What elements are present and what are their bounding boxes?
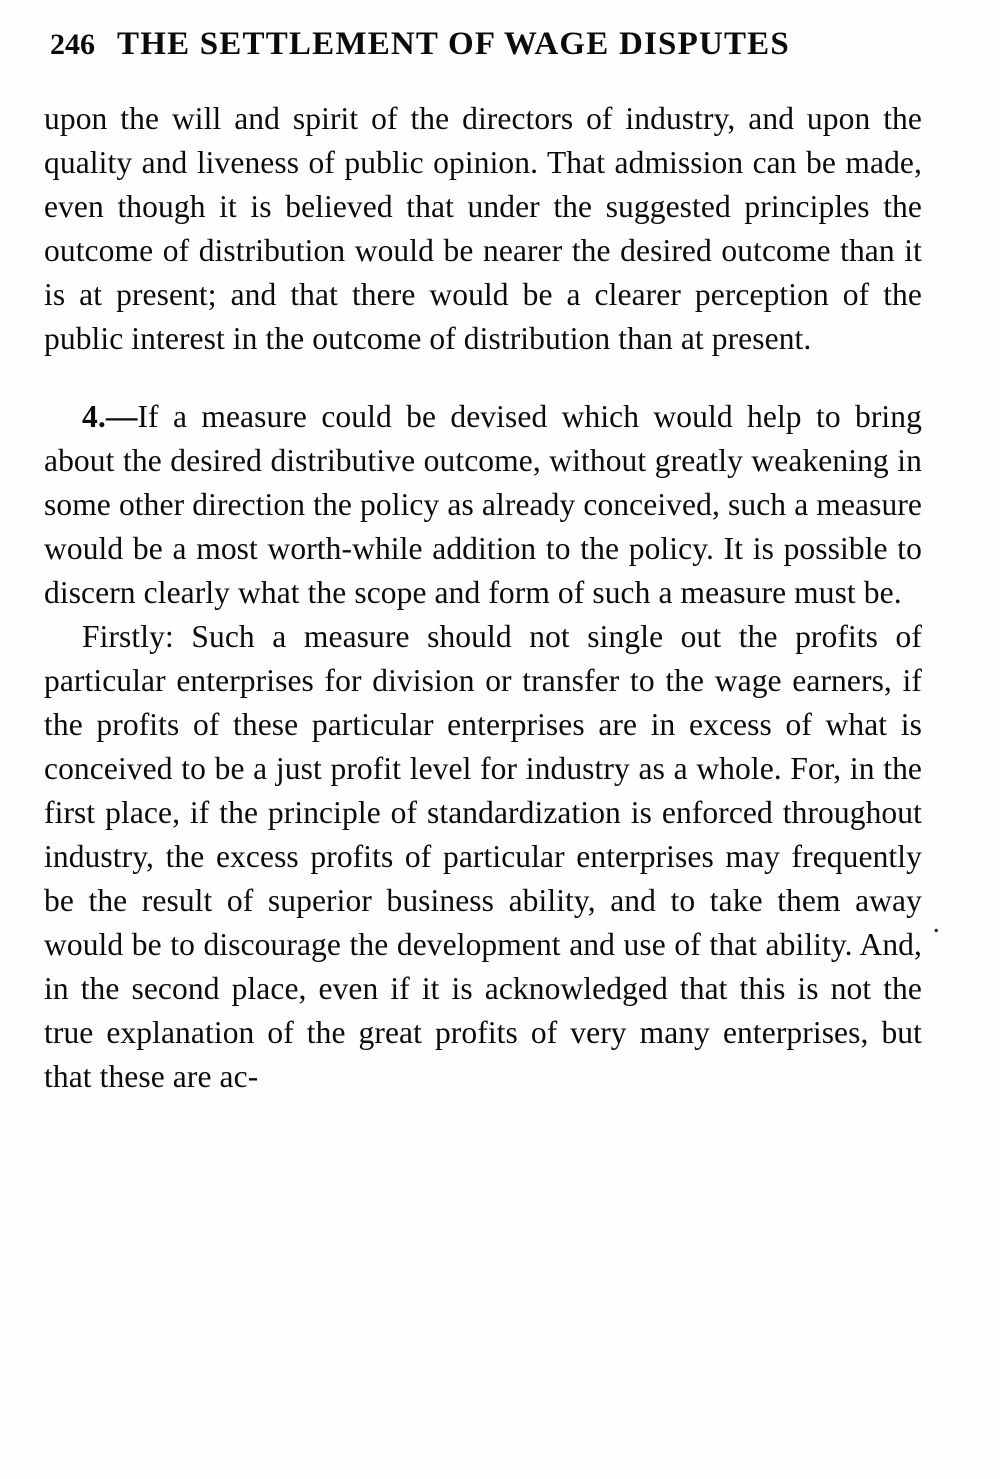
paragraph-continuation: upon the will and spirit of the directors of industry, and upon the quality and liveness of public opinion. That admission can be made, even though it is believed that under the suggested principles the outcome of distribution would be nearer the desired outcome than it is at present; and that there would be a clearer perception of the public interest in the outcome of distribution than at present. (44, 101, 922, 356)
paragraph-firstly: Firstly: Such a measure should not single out the profits of particular enterprises for division or transfer to the wage earners, if the profits of these particular enterprises are in excess of what is conceived to be a just profit level for industry as a whole. For, in the first place, if the principle of standardization is enforced throughout industry, the excess profits of particular enterprises may frequently be the result of superior business ability, and to take them away would be to discourage the development and use of that ability. And, in the second place, even if it is acknowledged that this is not the true explanation of the great profits of very many enterprises, but that these are ac- (44, 619, 922, 1094)
page-number: 246 (50, 28, 95, 61)
page-body (44, 97, 922, 1099)
paragraph-numbered-4 (44, 395, 922, 615)
margin-mark: . (932, 906, 940, 939)
paragraph-numbered-4-text: If a measure could be devised which would help to bring about the desired distributive outcome, without greatly weakening in some other direction the policy as already conceived, such a measure would be a most worth-while addition to the policy. It is possible to discern clearly what the scope and form of such a measure must be. (44, 399, 922, 610)
running-header (50, 26, 922, 63)
paragraph-number-label: 4.— (82, 399, 138, 434)
running-head-title: THE SETTLEMENT OF WAGE DISPUTES (117, 26, 790, 62)
